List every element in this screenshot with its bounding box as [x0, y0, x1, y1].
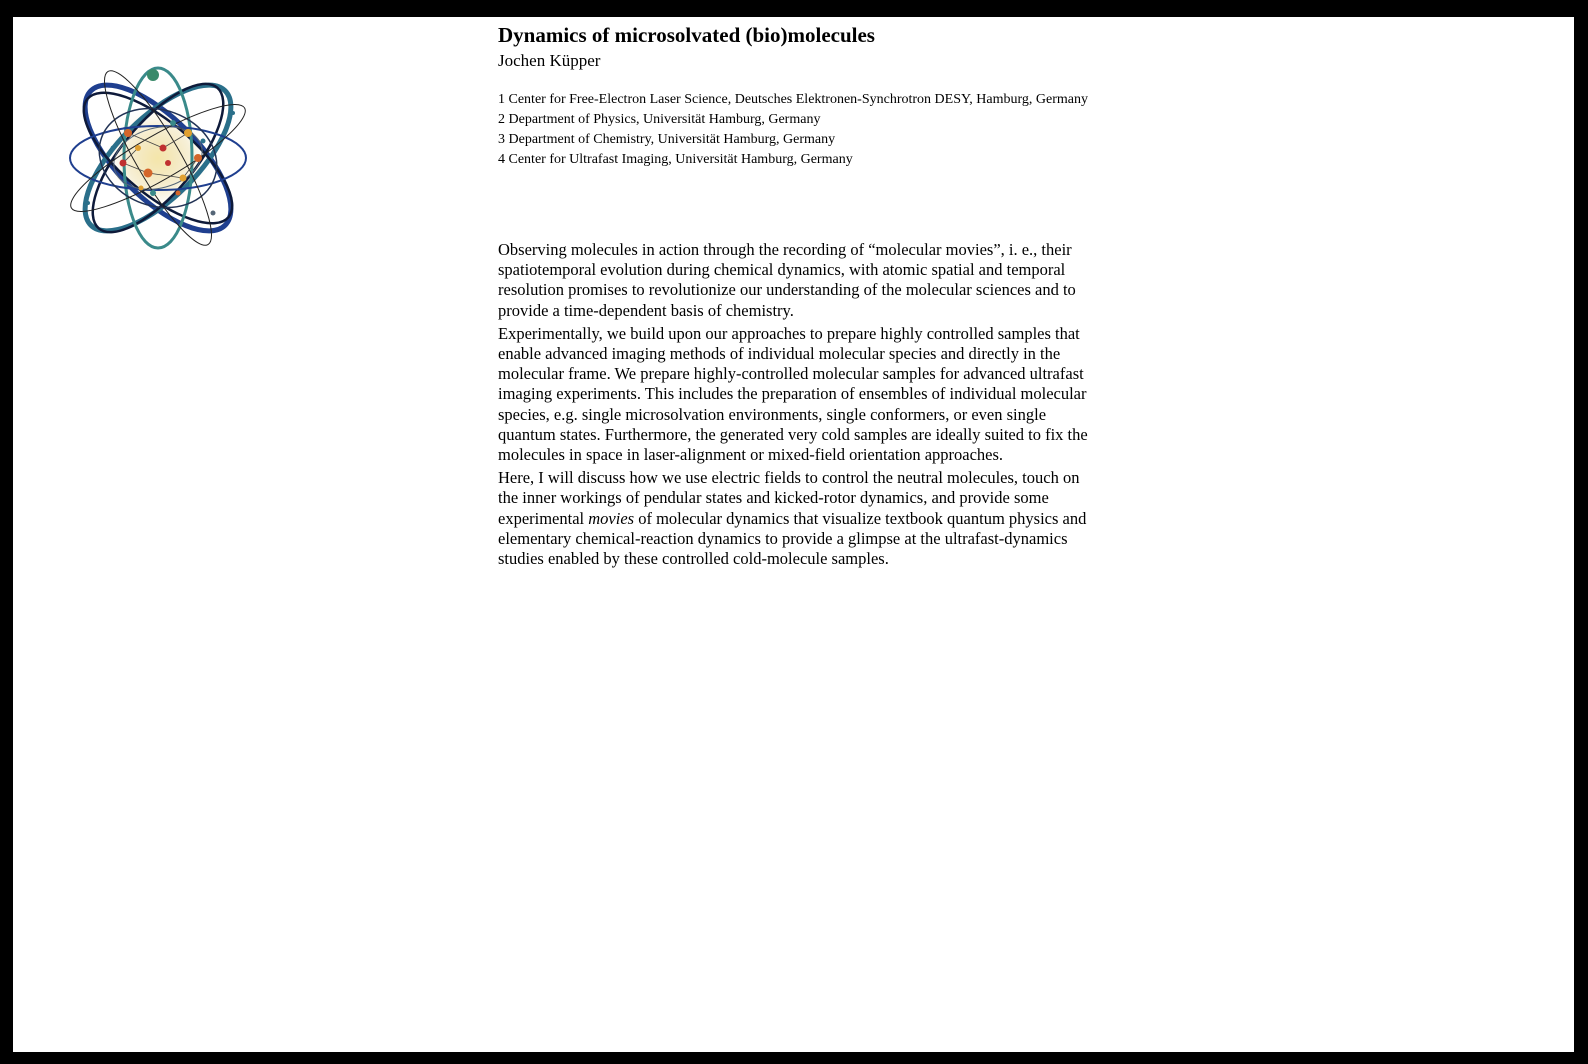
- document-content: [498, 21, 1098, 572]
- document-title: Dynamics of microsolvated (bio)molecules: [498, 23, 875, 47]
- molecule-logo-icon: [53, 53, 263, 263]
- author-name: Jochen Küpper: [498, 51, 601, 70]
- affiliation-item: 2 Department of Physics, Universität Hamburg, Germany: [498, 112, 821, 127]
- abstract-paragraph: [498, 468, 1098, 569]
- abstract-paragraph: Observing molecules in action through the recording of “molecular movies”, i. e., their spatiotemporal evolution during chemical dynamics, with atomic spatial and temporal resolution promises to revolutionize our understanding of the molecular sciences and to provide a time-dependent basis of chemistry.: [498, 240, 1076, 320]
- abstract-body: [498, 240, 1098, 569]
- affiliation-item: 1 Center for Free-Electron Laser Science, Deutsches Elektronen-Synchrotron DESY, Hamburg, Germany: [498, 92, 1089, 107]
- document-page: [13, 17, 1574, 1052]
- affiliation-item: 3 Department of Chemistry, Universität Hamburg, Germany: [498, 132, 836, 147]
- paragraph-text: of molecular dynamics that visualize textbook quantum physics and elementary chemical-reaction dynamics to provide a glimpse at the ultrafast-dynamics studies enabled by these controlled cold-molecule samples.: [498, 508, 1087, 569]
- emphasized-text: movies: [588, 508, 635, 528]
- molecule-orbit-illustration: [53, 53, 263, 263]
- affiliation-list: [498, 91, 1098, 168]
- paragraph-text: Here, I will discuss how we use electric fields to control the neutral molecules, touch on the inner workings of pendular states and kicked-rotor dynamics, and provide some experimental: [498, 468, 1080, 528]
- affiliation-item: 4 Center for Ultrafast Imaging, Universität Hamburg, Germany: [498, 152, 853, 167]
- abstract-paragraph: Experimentally, we build upon our approaches to prepare highly controlled samples that enable advanced imaging methods of individual molecular species and directly in the molecular frame. We prepare highly-controlled molecular samples for advanced ultrafast imaging experiments. This includes the preparation of ensembles of individual molecular species, e.g. single microsolvation environments, single conformers, or even single quantum states. Furthermore, the generated very cold samples are ideally suited to fix the molecules in space in laser-alignment or mixed-field orientation approaches.: [498, 323, 1088, 465]
